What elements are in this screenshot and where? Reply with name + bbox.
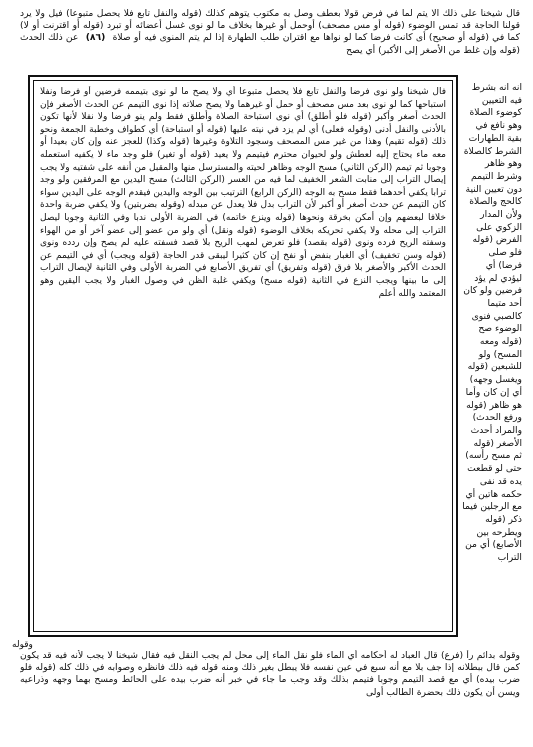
main-text-frame (28, 75, 458, 637)
margin-commentary: انه انه بشرط فيه التعيين كوضوء الصلاة وهو نافع في بقية الطهارات الشرط كالصلاة وهو ظاهر وشرط التيمم دون تعيين النية كالحج والصلاة ولأن المدار الزكوي على الفرض (قوله فلو صلى فرضا) أي ليؤدي لم يؤد فرضين ولو كان أحد متيما كالصبي فنوى الوضوء صح (قوله ومعه المسح) ولو للشبعين (قوله ويغسل وجهه) أي إن كان وأما هو ظاهر (قوله ورفع الحدث) والمراد أحدث الأصغر (قوله ثم مسح رأسه) حتى لو قطعت يده قد نفى حكمه هاتين أي مع الرجلين فيما ذكر (قوله ويطرحه بين الأصابع) أي من التراب (462, 82, 522, 564)
top-commentary (20, 8, 520, 82)
main-text: فال شيخنا ولو نوى فرضا والنفل تابع فلا يحصل متبوعا أي ولا يصح ما لو نوى بتيممه فرضين أو فرضا ونفلا استباحها كما لو نوى بعد مس مصحف أو حمل أو غيرهما ولا يصح صلاته إذا نوى التيمم عن الحدث الأصغر فإن الحدث أصغر وأكبر (قوله فلو أطلق) أي نوى استباحة الصلاة وأطلق فقط ولم ينو فرضا ولا نفلا لأنها تكون بالأدنى والنفل أدنى (وقوله فعلى) أي لم يزد في نيته عليها (قوله أو استباحة) أي كطواف وخطبة الجمعة ونحو ذلك (قوله تقيم) وهذا من غير مس المصحف وسجود التلاوة وغيرها (قوله وكذا) للعجز عنه وإن كان بعيدا أو معه ماء يحتاج إليه لعطش ولو لحيوان محترم فيتيمم ولا يعيد (قوله أو تغير) فلو وجد ماء لا يكفيه استعمله وجوبا ثم تيمم (الركن الثاني) مسح الوجه وظاهر لحيته والمسترسل منها والمقبل من أنفه على شفتيه ولا يجب إيصال التراب إلى منابت الشعر الخفيف لما فيه من العسر (الركن الثالث) مسح اليدين مع المرفقين ولو وجد ترابا يكفي أحدهما فقط مسح به الوجه (الركن الرابع) الترتيب بين الوجه واليدين فيقدم الوجه على اليدين سواء كان التيمم عن حدث أصغر أو أكبر لأن التراب بدل فلا يعدل عن مبدله (وقوله بضربتين) ولا يكفي ضربة واحدة خلافا لبعضهم وإن أمكن بخرقة ونحوها (قوله وينزع خاتمه) في الضربة الأولى ندبا وفي الثانية وجوبا ليصل التراب إلى محله ولا يكفي تحريكه بخلاف الوضوء (قوله ونقل) أي ولو من عضو إلى عضو آخر أو من الهواء وسفته الريح فرده ونوى (قوله بقصد) فلو تعرض لمهب الريح بلا قصد فسفته عليه لم يصح وإن ردده ونوى (قوله وسن تخفيف) أي الغبار بنفض أو نفخ إن كان كثيرا ليبقى قدر الحاجة (قوله ويجب) أي في التيمم عن الحدث الأكبر والأصغر بلا فرق (قوله وتفريق) أي تفريق الأصابع في الضربة الأولى وفي الثانية لإيصال التراب إلى ما بينها ويجب النزع في الثانية (قوله مسح) ويكفي غلبة الظن في وصول الغبار ولا يجب اليقين وهو المعتمد والله أعلم (40, 87, 446, 299)
top-text: قال شيخنا على ذلك الا يتم لما في فرض قولا بعطف وصل به مكتوب يتوهم كذلك (قوله والنفل تابع فلا يحصل متبوعا) فيل ولا يرد قولنا الحاجة قد تمس الوضوء (قوله أو مس مصحف) أوحمل أو غيرها بخلاف ما لو نوى غسل أعضائه أو تبرد (قوله أو اقترنت أو لا) كما في (قوله أو صحيح) أى كانت فرضا كما لو نواها مع اقتران طلب الطهارة إذا لم يتم المنوى فيه أو صلاة (20, 8, 520, 44)
left-margin-note: وقوله (12, 640, 33, 650)
page-number: (٨٦) (85, 32, 106, 44)
top-text-end: عن ذلك الحدث (قوله وإن غلط من الأصغر إلى الأكبر) أي يصح (20, 32, 520, 56)
bottom-commentary: وقوله بدائم رأ (فرع) قال العباد له أحكامه أي الماء فلو نقل الماء إلى محل لم يجب النقل فيه فقال شيخنا لا يجب لأنه فيه قد يكون كمن قال ببطلانه إذا جف بلا مع أنه سبع في عين نفسه فلا يبطل بغير ذلك ومنه قوله فيه ذلك فانظره وصوابه في ذلك كله (قوله فلو ضرب بيده) أي مع قصد التيمم وجوبا فتيمم بذلك وقد وجب ما جاء في خبر أنه ضرب بيده على الحائط ومسح بهما وجهه وذراعيه ويسن أن يكون ذلك بحضرة الطالب أولى (20, 650, 520, 698)
